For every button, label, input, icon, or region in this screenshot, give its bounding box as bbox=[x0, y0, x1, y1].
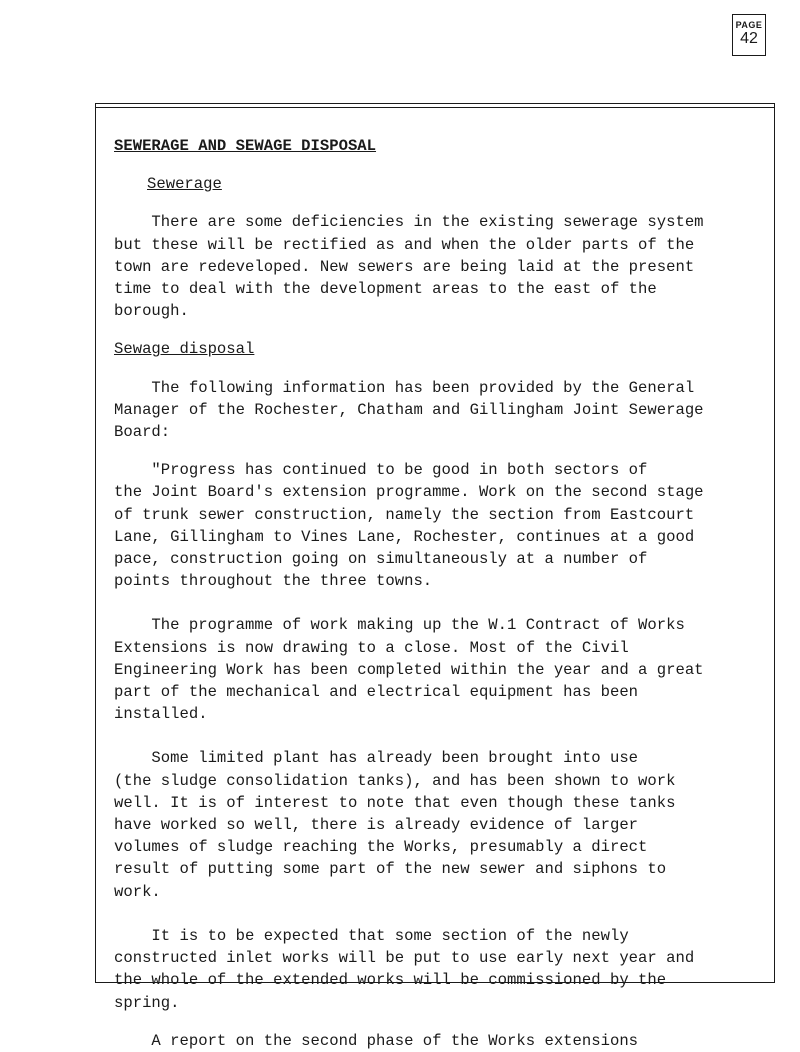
sewerage-paragraph bbox=[114, 211, 774, 322]
page-number-box bbox=[732, 14, 766, 56]
sewage-disposal-heading: Sewage disposal bbox=[114, 340, 255, 359]
sewerage-heading: Sewerage bbox=[147, 175, 222, 194]
text-line: work. bbox=[114, 882, 161, 901]
progress-paragraph bbox=[114, 459, 774, 592]
text-line: part of the mechanical and electrical equipment has been bbox=[114, 683, 639, 702]
text-line: Board: bbox=[114, 423, 171, 442]
text-line: the Joint Board's extension programme. Work on the second stage bbox=[114, 483, 704, 502]
spacer bbox=[114, 443, 774, 459]
w1-contract-paragraph bbox=[114, 614, 774, 725]
text-line: pace, construction going on simultaneously at a number of bbox=[114, 550, 648, 569]
document-body bbox=[114, 135, 774, 1052]
document-title: SEWERAGE AND SEWAGE DISPOSAL bbox=[114, 137, 377, 155]
text-line: of trunk sewer construction, namely the section from Eastcourt bbox=[114, 505, 695, 524]
inlet-works-paragraph bbox=[114, 925, 774, 1014]
text-line: well. It is of interest to note that even though these tanks bbox=[114, 793, 676, 812]
report-paragraph bbox=[114, 1030, 774, 1052]
text-line: constructed inlet works will be put to use early next year and bbox=[114, 949, 695, 968]
spacer bbox=[114, 322, 774, 338]
page-label: PAGE bbox=[735, 20, 763, 30]
text-line: Some limited plant has already been brought into use bbox=[114, 749, 639, 768]
text-line: have worked so well, there is already evidence of larger bbox=[114, 816, 639, 835]
spacer bbox=[114, 592, 774, 614]
text-line: but these will be rectified as and when the older parts of the bbox=[114, 235, 695, 254]
text-line: time to deal with the development areas to the east of the bbox=[114, 280, 657, 299]
disposal-intro-paragraph bbox=[114, 377, 774, 444]
sludge-tanks-paragraph bbox=[114, 747, 774, 902]
text-line: volumes of sludge reaching the Works, presumably a direct bbox=[114, 838, 648, 857]
text-line: The following information has been provided by the General bbox=[114, 378, 695, 397]
spacer bbox=[114, 157, 774, 173]
text-line: result of putting some part of the new sewer and siphons to bbox=[114, 860, 667, 879]
spacer bbox=[114, 361, 774, 377]
text-line: spring. bbox=[114, 993, 180, 1012]
frame-top-rule bbox=[95, 107, 775, 108]
text-line: Manager of the Rochester, Chatham and Gillingham Joint Sewerage bbox=[114, 400, 704, 419]
text-line: "Progress has continued to be good in both sectors of bbox=[114, 461, 648, 480]
spacer bbox=[114, 195, 774, 211]
text-line: It is to be expected that some section of the newly bbox=[114, 926, 629, 945]
text-line: Engineering Work has been completed within the year and a great bbox=[114, 660, 704, 679]
text-line: installed. bbox=[114, 705, 208, 724]
text-line: (the sludge consolidation tanks), and has been shown to work bbox=[114, 771, 676, 790]
text-line: the whole of the extended works will be commissioned by the bbox=[114, 971, 667, 990]
text-line: borough. bbox=[114, 302, 189, 321]
text-line: points throughout the three towns. bbox=[114, 572, 433, 591]
text-line: There are some deficiencies in the existing sewerage system bbox=[114, 213, 704, 232]
spacer bbox=[114, 725, 774, 747]
text-line: Lane, Gillingham to Vines Lane, Rochester, continues at a good bbox=[114, 527, 695, 546]
text-line: A report on the second phase of the Works extensions bbox=[114, 1031, 639, 1050]
spacer bbox=[114, 903, 774, 925]
spacer bbox=[114, 1014, 774, 1030]
page-number: 42 bbox=[740, 30, 758, 47]
text-line: Extensions is now drawing to a close. Most of the Civil bbox=[114, 638, 629, 657]
text-line: town are redeveloped. New sewers are being laid at the present bbox=[114, 257, 695, 276]
text-line: The programme of work making up the W.1 Contract of Works bbox=[114, 616, 685, 635]
